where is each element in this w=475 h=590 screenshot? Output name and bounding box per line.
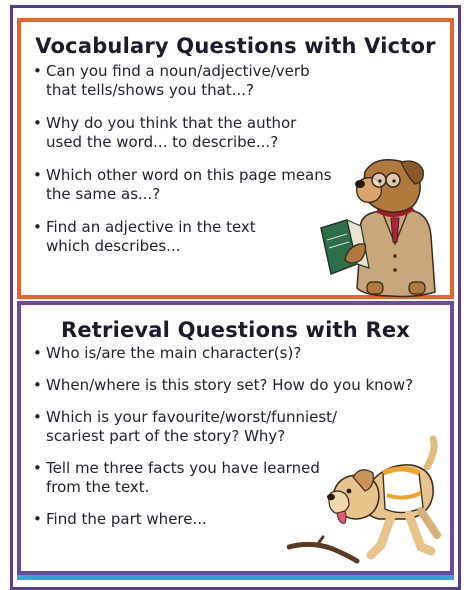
retrieval-question: • Which is your favourite/worst/funniest/ scariest part of the story? Why? [33,408,338,445]
bullet: • [33,62,42,80]
bullet: • [33,408,42,426]
vocabulary-question: • Why do you think that the author used the word... to describe...? [33,114,297,151]
retrieval-question: • Who is/are the main character(s)? [33,344,302,362]
retrieval-question: • Tell me three facts you have learned from the text. [33,459,320,496]
vocabulary-card-title: Vocabulary Questions with Victor [35,34,436,58]
bullet: • [33,510,42,528]
retrieval-question: • Find the part where... [33,510,207,528]
retrieval-card-title: Retrieval Questions with Rex [60,318,411,342]
vocabulary-question: • Find an adjective in the text which describes... [33,218,256,255]
bullet: • [33,114,42,132]
rex-dog-fetching-icon [287,435,455,573]
bullet: • [33,218,42,236]
victor-dog-reading-icon [317,156,449,298]
vocabulary-question: • Can you find a noun/adjective/verb that tells/shows you that...? [33,62,310,99]
bullet: • [33,459,42,477]
vocabulary-question-list [33,62,332,270]
retrieval-card [17,301,454,575]
vocabulary-question: • Which other word on this page means the same as...? [33,166,332,203]
vocabulary-card [17,18,454,299]
bullet: • [33,166,42,184]
bullet: • [33,376,42,394]
bottom-strip [17,575,454,580]
bullet: • [33,344,42,362]
retrieval-question: • When/where is this story set? How do you know? [33,376,414,394]
